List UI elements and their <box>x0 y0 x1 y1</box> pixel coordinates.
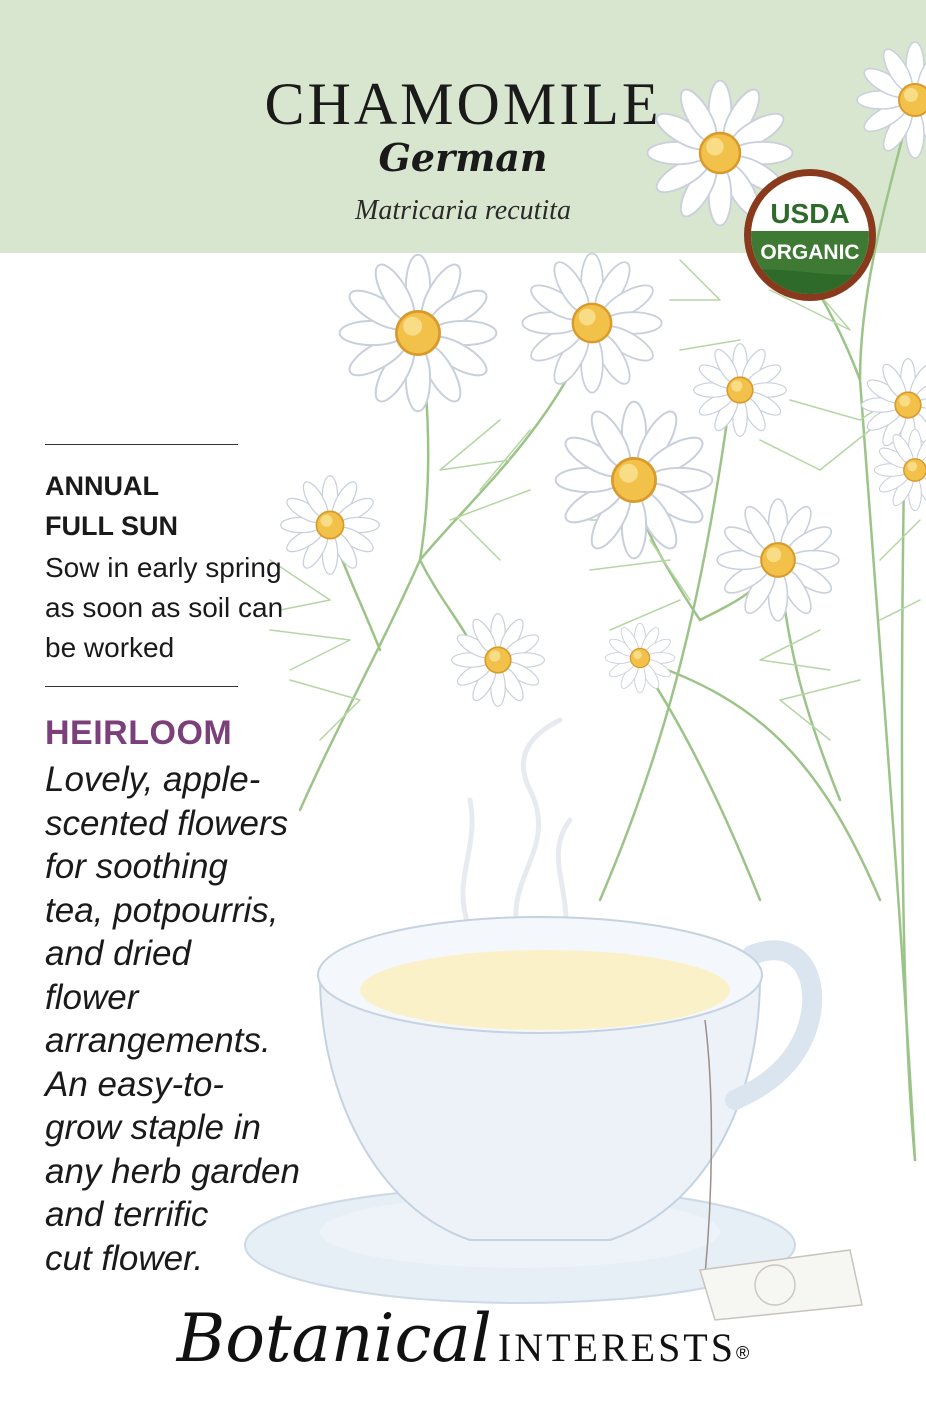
divider-top <box>45 444 238 445</box>
usda-organic-seal <box>740 165 880 305</box>
variety-name: German <box>378 135 548 180</box>
sowing-instructions <box>45 548 305 668</box>
brand-caps-text: INTERESTS <box>497 1325 736 1370</box>
sowing-line: be worked <box>45 632 175 663</box>
description-line: flower <box>45 977 139 1017</box>
tea-surface <box>360 950 730 1030</box>
latin-name: Matricaria recutita <box>355 195 571 226</box>
description-line: arrangements. <box>45 1021 271 1060</box>
sowing-line: as soon as soil can <box>45 592 284 623</box>
description-line: and dried <box>45 934 191 973</box>
description-line: grow staple in <box>45 1108 261 1147</box>
steam <box>463 720 570 950</box>
heirloom-label: HEIRLOOM <box>45 714 233 752</box>
sowing-line: Sow in early spring <box>45 552 282 583</box>
description-line: for soothing <box>45 847 228 886</box>
product-title: CHAMOMILE <box>264 71 662 137</box>
description <box>45 758 335 1280</box>
brand-script-text: Botanical <box>176 1300 492 1377</box>
description-line: Lovely, apple- <box>45 760 261 799</box>
description-line: scented flowers <box>45 803 289 843</box>
divider-bottom <box>45 686 238 687</box>
description-line: An easy-to- <box>45 1064 224 1104</box>
sun-label: FULL SUN <box>45 511 178 541</box>
registered-mark: ® <box>736 1343 750 1363</box>
organic-text: ORGANIC <box>760 241 860 264</box>
usda-text: USDA <box>770 198 850 229</box>
description-line: cut flower. <box>45 1238 204 1278</box>
growing-info <box>45 466 305 668</box>
brand-logo <box>0 1300 926 1377</box>
description-line: tea, potpourris, <box>45 890 279 930</box>
description-line: and terrific <box>45 1195 209 1234</box>
lifecycle-label: ANNUAL <box>45 471 159 501</box>
description-line: any herb garden <box>45 1151 300 1191</box>
